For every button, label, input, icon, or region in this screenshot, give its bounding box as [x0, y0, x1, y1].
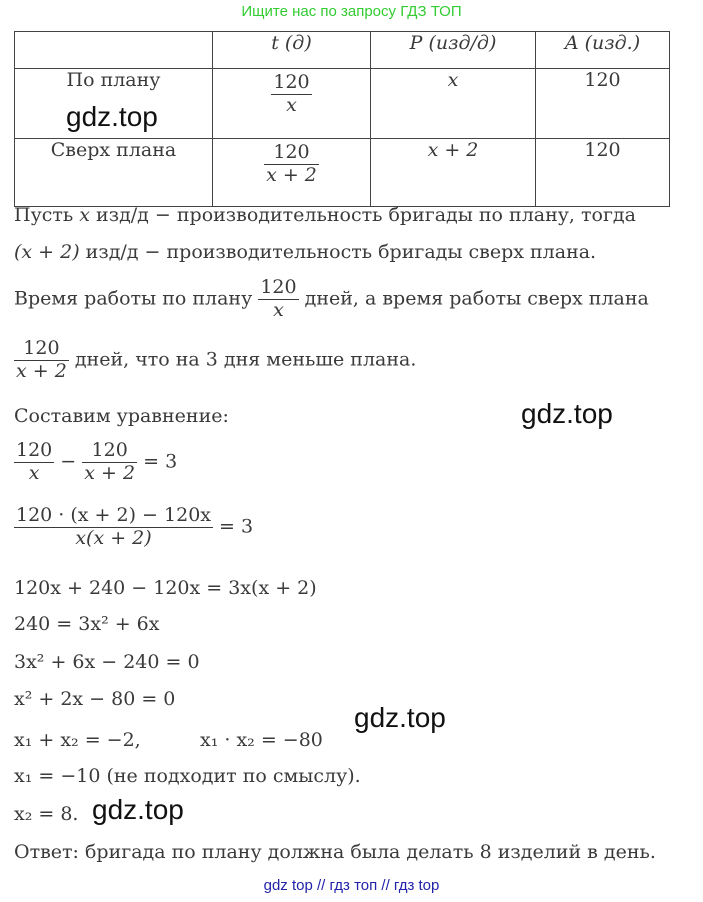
fraction-denominator: x + 2 [16, 359, 67, 382]
header-cell-empty [15, 32, 213, 69]
productivity-value: x [447, 69, 459, 91]
text-span: дней, что на 3 дня меньше плана. [74, 348, 417, 371]
bottom-banner[interactable]: gdz top // гдз топ // гдз top [263, 877, 440, 894]
amount-cell: 120 [536, 139, 670, 207]
paragraph-1 [14, 204, 636, 226]
watermark: gdz.top [354, 702, 446, 733]
text-span: изд/д − производительность бригады сверх плана. [79, 241, 597, 263]
row-label: По плану [15, 69, 213, 139]
productivity-cell [371, 139, 536, 207]
fraction-denominator: x + 2 [266, 163, 317, 186]
equation-5: 3x² + 6x − 240 = 0 [14, 651, 200, 673]
time-cell [213, 139, 371, 207]
watermark: gdz.top [521, 398, 613, 429]
productivity-cell [371, 69, 536, 139]
fraction-denominator: x + 2 [84, 461, 136, 484]
table-header-row [15, 32, 670, 69]
fraction [82, 440, 137, 485]
variable-x: x [79, 204, 91, 226]
watermark: gdz.top [66, 101, 158, 132]
equation-7a: x₁ + x₂ = −2, [14, 729, 141, 751]
fraction-numerator: 120 [82, 440, 137, 463]
operator: − [54, 450, 83, 473]
equation-3: 120x + 240 − 120x = 3x(x + 2) [14, 577, 317, 599]
equation-rhs: = 3 [213, 515, 254, 538]
header-productivity-label: P (изд/д) [409, 32, 497, 54]
fraction-numerator: 120 · (x + 2) − 120x [16, 504, 211, 526]
header-cell-time [213, 32, 371, 69]
text-span: Пусть [14, 204, 80, 226]
table-row [15, 139, 670, 207]
fraction [14, 440, 54, 485]
equation-4: 240 = 3x² + 6x [14, 613, 160, 635]
paragraph-4 [14, 338, 416, 383]
fraction-denominator: x(x + 2) [75, 526, 152, 549]
fraction-numerator: 120 [264, 142, 319, 165]
fraction-numerator: 120 [260, 276, 297, 298]
paragraph-3 [14, 277, 649, 322]
time-fraction [264, 142, 319, 187]
header-cell-productivity [371, 32, 536, 69]
time-cell [213, 69, 371, 139]
equation-1 [14, 440, 177, 485]
equation-6: x² + 2x − 80 = 0 [14, 688, 176, 710]
fraction-denominator: x [273, 298, 284, 321]
header-time-label: t (д) [271, 32, 312, 54]
expression: (x + 2) [14, 241, 80, 263]
equation-7b: x₁ · x₂ = −80 [200, 729, 323, 751]
row-label: Сверх плана [15, 139, 213, 207]
paragraph-5: Составим уравнение: [14, 405, 229, 427]
header-amount-label: A (изд.) [564, 32, 641, 54]
fraction-numerator: 120 [16, 439, 53, 461]
header-cell-amount [536, 32, 670, 69]
fraction [14, 505, 213, 550]
text-span: дней, а время работы сверх плана [304, 287, 649, 310]
fraction-denominator: x [28, 461, 40, 484]
text-span: Время работы по плану [14, 287, 259, 310]
amount-cell: 120 [536, 69, 670, 139]
top-banner[interactable]: Ищите нас по запросу ГДЗ ТОП [241, 3, 462, 20]
fraction [14, 338, 69, 383]
fraction-numerator: 120 [273, 71, 310, 93]
productivity-value: x + 2 [427, 139, 479, 161]
fraction [258, 277, 298, 322]
answer: Ответ: бригада по плану должна была делать 8 изделий в день. [14, 841, 656, 863]
fraction-numerator: 120 [14, 338, 69, 361]
equation-8: x₁ = −10 (не подходит по смыслу). [14, 765, 361, 787]
equation-9: x₂ = 8. [14, 803, 79, 825]
equation-rhs: = 3 [137, 450, 178, 473]
fraction-denominator: x [286, 93, 297, 116]
equation-2 [14, 505, 253, 550]
watermark: gdz.top [92, 794, 184, 825]
text-span: изд/д − производительность бригады по плану, тогда [90, 204, 636, 226]
paragraph-2 [14, 241, 596, 263]
time-fraction [271, 72, 311, 117]
